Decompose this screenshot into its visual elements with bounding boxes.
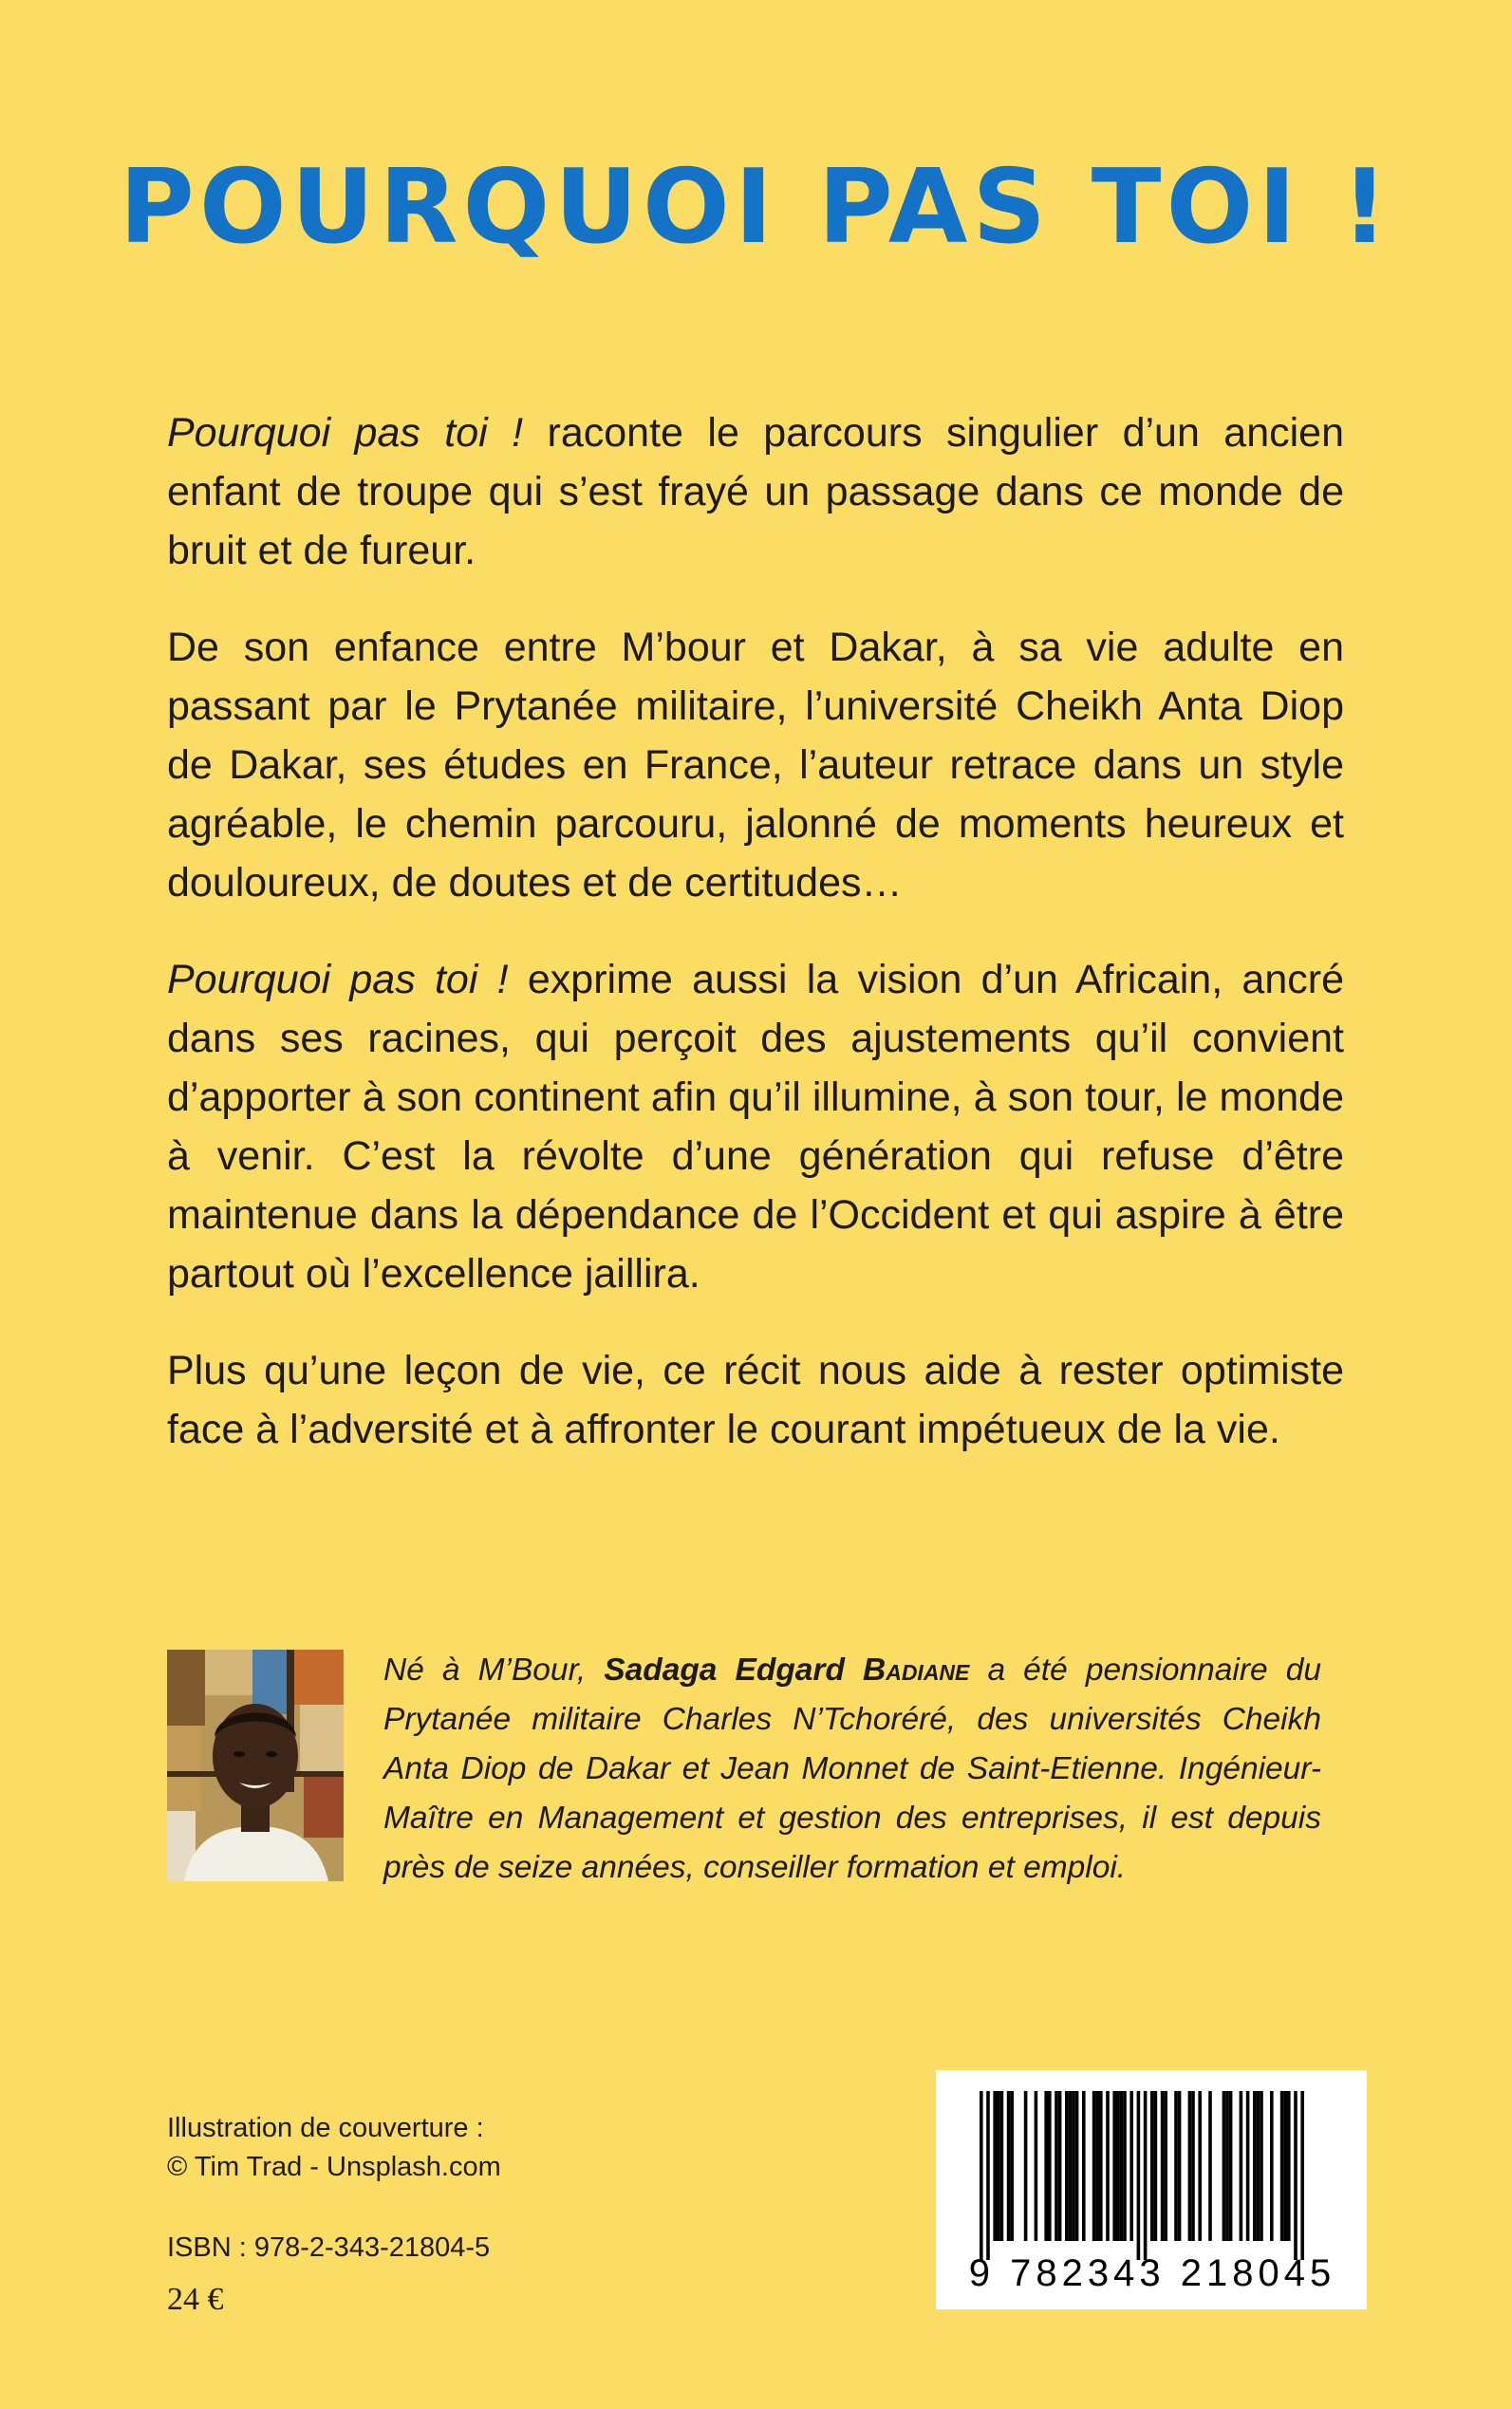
barcode-number: 9 782343 218045 <box>968 2252 1336 2294</box>
author-photo <box>167 1650 344 1881</box>
blurb-paragraph-1 <box>167 403 1344 580</box>
barcode-bar <box>1000 2091 1004 2241</box>
bio-text: a été pensionnaire du Prytanée militaire Charles N’Tchoréré, des universités Cheikh Anta Diop de Dakar et Jean Monnet de Saint-Etienne. Ingénieur-Maître en Management et gestion des entreprises, il est depuis près de seize années, conseiller formation et emploi. <box>383 1653 1322 1885</box>
barcode-bar <box>1294 2091 1297 2260</box>
author-surname: Badiane <box>863 1653 970 1688</box>
barcode-bar <box>1164 2091 1167 2241</box>
barcode-bar <box>1150 2091 1154 2241</box>
barcode-bar <box>1129 2091 1133 2241</box>
barcode-bar <box>1075 2091 1079 2241</box>
barcode-bar <box>1240 2091 1243 2241</box>
book-title-italic: Pourquoi pas toi ! <box>167 957 509 1002</box>
barcode-bar <box>980 2091 983 2260</box>
blurb-paragraph-3 <box>167 950 1344 1303</box>
barcode-bar <box>1253 2091 1257 2241</box>
barcode-bar <box>1007 2091 1011 2241</box>
barcode-bar <box>1208 2091 1212 2241</box>
barcode-bar <box>1300 2091 1304 2260</box>
barcode-bar <box>1095 2091 1099 2241</box>
barcode-bar <box>1283 2091 1287 2241</box>
barcode-bar <box>1112 2091 1116 2241</box>
author-name: Sadaga Edgard <box>604 1653 845 1688</box>
barcode-bar <box>1055 2091 1058 2241</box>
barcode-bar <box>1058 2091 1062 2241</box>
barcode-bar <box>1010 2091 1014 2241</box>
barcode-bar <box>1144 2091 1148 2260</box>
barcode-bar <box>1287 2091 1291 2241</box>
blurb-text: exprime aussi la vision d’un Africain, ancré dans ses racines, qui perçoit des ajustements qu’il convient d’apporter à son continent afin qu’il illumine, à son tour, le monde à venir. C’est la révolte d’une génération qui refuse d’être maintenue dans la dépendance de l’Occident et qui aspire à être partout où l’excellence jaillira. <box>167 957 1344 1297</box>
blurb-text: raconte le parcours singulier d’un ancien enfant de troupe qui s’est frayé un passage dans ce monde de bruit et de fureur. <box>167 410 1344 573</box>
credit-label: Illustration de couverture : <box>167 2113 484 2143</box>
barcode-bar <box>1069 2091 1073 2241</box>
barcode-bar <box>1082 2091 1086 2241</box>
barcode-bar <box>1106 2091 1110 2241</box>
barcode-bar <box>1116 2091 1120 2241</box>
barcode-bar <box>1161 2091 1165 2241</box>
barcode-bar <box>1223 2091 1226 2241</box>
barcode <box>936 2070 1367 2309</box>
barcode-bar <box>1137 2091 1141 2260</box>
barcode-bar <box>986 2091 990 2260</box>
author-bio <box>383 1646 1321 1893</box>
barcode-bar <box>1260 2091 1263 2241</box>
barcode-bar <box>1072 2091 1075 2241</box>
barcode-bar <box>1154 2091 1158 2241</box>
barcode-bar <box>1065 2091 1069 2241</box>
barcode-bar <box>993 2091 997 2241</box>
barcode-bar <box>1024 2091 1028 2241</box>
barcode-bar <box>1035 2091 1038 2241</box>
barcode-bar <box>1044 2091 1048 2241</box>
blurb <box>167 403 1344 1497</box>
barcode-bar <box>997 2091 1000 2241</box>
barcode-bar <box>1123 2091 1127 2241</box>
barcode-bar <box>1174 2091 1178 2241</box>
barcode-bar <box>1229 2091 1233 2241</box>
barcode-bar <box>1270 2091 1274 2241</box>
barcode-bar <box>1280 2091 1284 2241</box>
blurb-paragraph-2: De son enfance entre M’bour et Dakar, à sa vie adulte en passant par le Prytanée militaire, l’université Cheikh Anta Diop de Dakar, ses études en France, l’auteur retrace dans un style agréable, le chemin parcouru, jalonné de moments heureux et douloureux, de doutes et de certitudes… <box>167 625 1344 906</box>
barcode-bars <box>936 2070 1367 2260</box>
barcode-bar <box>1257 2091 1260 2241</box>
barcode-bar <box>1120 2091 1124 2241</box>
barcode-bar <box>1099 2091 1103 2241</box>
barcode-bar <box>1178 2091 1182 2241</box>
illustration-credit <box>167 2109 699 2187</box>
price: 24 € <box>167 2282 224 2317</box>
barcode-bar <box>1191 2091 1195 2241</box>
blurb-paragraph-4: Plus qu’une leçon de vie, ce récit nous aide à rester optimiste face à l’adversité et à affronter le courant impétueux de la vie. <box>167 1348 1344 1452</box>
bio-intro: Né à M’Bour, <box>383 1653 605 1688</box>
barcode-bar <box>1188 2091 1192 2241</box>
barcode-bar <box>1225 2091 1229 2241</box>
barcode-bar <box>1092 2091 1096 2241</box>
book-title: POURQUOI PAS TOI ! <box>119 148 1393 267</box>
isbn: ISBN : 978-2-343-21804-5 <box>167 2232 491 2263</box>
barcode-bar <box>1246 2091 1250 2241</box>
credit-value: © Tim Trad - Unsplash.com <box>167 2152 501 2182</box>
book-title-italic: Pourquoi pas toi ! <box>167 410 524 456</box>
barcode-bar <box>1048 2091 1052 2241</box>
barcode-bar <box>1198 2091 1202 2241</box>
